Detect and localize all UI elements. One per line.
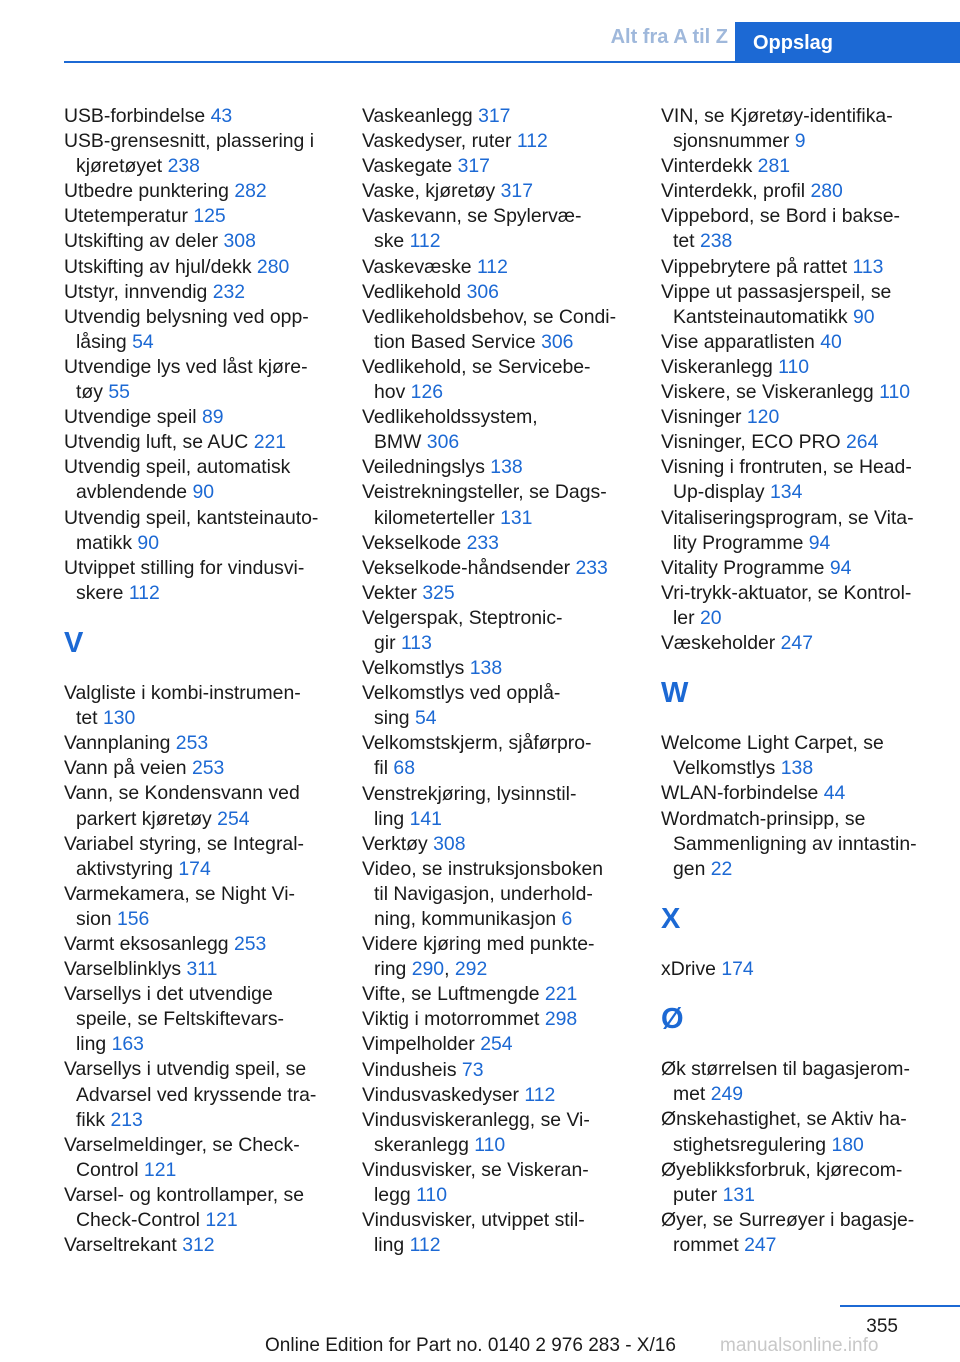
- page-link[interactable]: 110: [474, 1133, 506, 1156]
- index-entry-term: Vaske, kjøretøy: [362, 180, 501, 203]
- index-entry-term: Vedlikeholdsbehov, se Condi- tion Based Service: [362, 305, 617, 353]
- page-link[interactable]: 311: [186, 958, 218, 981]
- index-entry-term: Vindusheis: [362, 1058, 462, 1081]
- page-link[interactable]: 280: [810, 180, 843, 203]
- index-entry: [362, 480, 634, 530]
- page-link[interactable]: 112: [128, 581, 160, 604]
- page-link[interactable]: 121: [205, 1209, 238, 1232]
- header-section-title: Alt fra A til Z: [610, 26, 728, 48]
- index-entry-term: Visninger: [661, 406, 747, 429]
- page-link[interactable]: 126: [410, 381, 444, 404]
- index-entry: [661, 1107, 933, 1157]
- index-entry-term: Visninger, ECO PRO: [661, 431, 847, 454]
- index-entry: [362, 1108, 634, 1158]
- index-entry-term: Variabel styring, se Integral- aktivstyring: [64, 832, 304, 880]
- page-link[interactable]: 238: [699, 230, 733, 253]
- index-entry: [64, 1057, 336, 1132]
- index-entry: [362, 1208, 634, 1258]
- page-link[interactable]: 134: [770, 481, 803, 504]
- index-entry-term: Vindusvisker, se Viskeran- legg: [362, 1158, 589, 1207]
- index-entry-term: USB-forbindelse: [64, 105, 211, 127]
- index-entry: [661, 731, 933, 781]
- page-link[interactable]: 174: [178, 857, 211, 880]
- index-entry: [64, 982, 336, 1057]
- page-link[interactable]: 110: [879, 381, 911, 404]
- index-entry: [362, 305, 634, 355]
- index-entry-term: WLAN-forbindelse: [661, 782, 824, 805]
- index-entry: [362, 932, 634, 982]
- index-entry: [362, 1158, 634, 1208]
- page-link[interactable]: 325: [422, 581, 455, 604]
- page-link[interactable]: 317: [457, 155, 490, 178]
- index-entry: [661, 506, 933, 556]
- index-entry: [362, 104, 634, 129]
- index-entry-term: Varmekamera, se Night Vi- sion: [64, 882, 295, 930]
- index-entry-term: USB-grensesnitt, plassering i kjøretøyet: [64, 130, 315, 178]
- page-link[interactable]: 308: [433, 832, 466, 855]
- page-link[interactable]: 233: [575, 556, 608, 579]
- index-entry-term: Utvendige lys ved låst kjøre- tøy: [64, 355, 308, 404]
- page-link[interactable]: 238: [167, 155, 200, 178]
- index-entry: [661, 807, 933, 882]
- index-entry: [64, 104, 336, 129]
- index-entry: [661, 1158, 933, 1208]
- page-number: 355: [866, 1316, 898, 1337]
- page-link[interactable]: 138: [490, 456, 523, 479]
- index-entry: [362, 255, 634, 280]
- index-entry-term: Varselblinklys: [64, 958, 187, 981]
- index-entry: [362, 606, 634, 656]
- index-entry: [64, 1183, 336, 1233]
- page-link[interactable]: 68: [393, 757, 415, 780]
- index-entry-term: Welcome Light Carpet, se Velkomstlys: [661, 732, 884, 780]
- index-entry: [64, 355, 336, 405]
- index-entry-term: Utvendig speil, automatisk avblendende: [64, 456, 291, 504]
- index-entry-term: Varsellys i det utvendige speile, se Feltskiftevars- ling: [64, 983, 284, 1056]
- index-column-1: [64, 104, 336, 1258]
- index-entry-term: Video, se instruksjonsboken til Navigasjon, underhold- ning, kommunikasjon: [362, 857, 604, 930]
- index-entry: [661, 581, 933, 631]
- index-entry: [362, 154, 634, 179]
- index-entry: [64, 1133, 336, 1183]
- index-entry-term: Utetemperatur: [64, 205, 194, 228]
- index-entry-term: Velkomstlys: [362, 657, 470, 680]
- index-entry: [661, 154, 933, 179]
- index-entry: [64, 932, 336, 957]
- page-link[interactable]: 110: [416, 1184, 447, 1207]
- page-link[interactable]: 20: [699, 606, 722, 629]
- index-entry-term: Vippe ut passasjerspeil, se Kantsteinautomatikk: [661, 280, 892, 328]
- page-link[interactable]: 40: [820, 330, 842, 353]
- page-link[interactable]: 306: [426, 431, 460, 454]
- page-link[interactable]: 306: [541, 330, 574, 353]
- index-entry: [64, 556, 336, 606]
- index-entry: [64, 129, 336, 179]
- index-entry: [362, 280, 634, 305]
- index-entry-term: Vindusviskeranlegg, se Vi- skeranlegg: [362, 1108, 590, 1156]
- index-entry-term: Vindusvisker, utvippet stil- ling: [362, 1209, 585, 1257]
- page-link[interactable]: 232: [212, 280, 246, 303]
- page-link[interactable]: 264: [846, 431, 879, 454]
- index-entry: [64, 882, 336, 932]
- index-letter-heading: Ø: [661, 1003, 684, 1036]
- index-entry-term: Vedlikeholdssystem, BMW: [362, 406, 538, 454]
- page-link[interactable]: 254: [480, 1033, 513, 1056]
- index-entry: [64, 681, 336, 731]
- index-entry-term: Vekselkode: [362, 531, 467, 554]
- page-link[interactable]: 110: [778, 355, 810, 378]
- index-column-3: [661, 104, 933, 1258]
- page-link[interactable]: 253: [175, 732, 209, 755]
- index-entry: [362, 656, 634, 681]
- index-entry-term: Utvendig belysning ved opp- låsing: [64, 305, 309, 353]
- page-link[interactable]: 73: [461, 1058, 484, 1081]
- index-entry: [64, 506, 336, 556]
- index-entry: [661, 631, 933, 656]
- index-entry: [661, 1057, 933, 1107]
- index-entry-term: Vippebrytere på rattet: [661, 255, 853, 278]
- watermark: manualsonline.info: [720, 1335, 879, 1356]
- index-entry: [661, 355, 933, 380]
- index-entry-term: Videre kjøring med punkte- ring: [362, 933, 595, 981]
- index-entry-term: xDrive: [661, 958, 722, 980]
- page-link[interactable]: 54: [132, 330, 154, 353]
- page-link[interactable]: 141: [409, 807, 442, 830]
- index-entry: [64, 957, 336, 982]
- index-entry-term: Vri-trykk-aktuator, se Kontrol- ler: [661, 581, 912, 629]
- index-entry: [362, 1058, 634, 1083]
- index-entry-term: Wordmatch-prinsipp, se Sammenligning av inntastin- gen: [661, 807, 917, 880]
- index-entry-term: Øyeblikksforbruk, kjørecom- puter: [661, 1158, 903, 1206]
- index-entry-term: Ønskehastighet, se Aktiv ha- stighetsregulering: [661, 1108, 907, 1156]
- page-link[interactable]: 156: [116, 907, 150, 930]
- index-entry: [64, 430, 336, 455]
- page-link[interactable]: 113: [400, 631, 432, 654]
- index-entry: [362, 455, 634, 480]
- page-link[interactable]: 131: [722, 1183, 755, 1206]
- index-entry-term: Vitaliseringsprogram, se Vita- lity Programme: [661, 506, 914, 554]
- index-letter-heading: V: [64, 626, 84, 659]
- index-entry: [661, 556, 933, 581]
- index-entry: [362, 681, 634, 731]
- index-entry-term: Viskere, se Viskeranlegg: [661, 381, 880, 404]
- page-link[interactable]: 120: [746, 406, 780, 429]
- index-entry-term: Utstyr, innvendig: [64, 280, 213, 303]
- page-separator: ,: [444, 958, 455, 981]
- index-entry-term: Utvippet stilling for vindusvi- skere: [64, 556, 305, 604]
- page-link[interactable]: 221: [253, 431, 287, 454]
- page-link[interactable]: 221: [544, 983, 578, 1006]
- page-link[interactable]: 290: [411, 958, 445, 981]
- index-entry: [362, 857, 634, 932]
- index-entry-term: Vinterdekk: [661, 155, 758, 178]
- page-link[interactable]: 249: [710, 1083, 744, 1106]
- index-entry: [64, 255, 336, 280]
- page-link[interactable]: 9: [794, 130, 806, 153]
- page-link[interactable]: 44: [823, 782, 846, 805]
- page-link[interactable]: 308: [223, 230, 256, 253]
- page-link[interactable]: 112: [409, 230, 441, 253]
- index-entry-term: Vinterdekk, profil: [661, 180, 811, 203]
- edition-note: Online Edition for Part no. 0140 2 976 283 - X/16: [265, 1335, 676, 1356]
- index-entry: [362, 405, 634, 455]
- page-link[interactable]: 54: [414, 707, 437, 730]
- page-link[interactable]: 89: [201, 406, 224, 429]
- page-link[interactable]: 112: [516, 130, 548, 153]
- index-entry: [64, 280, 336, 305]
- index-entry: [661, 179, 933, 204]
- index-entry: [661, 255, 933, 280]
- index-entry-term: Vann, se Kondensvann ved parkert kjøretøy: [64, 782, 300, 830]
- index-entry: [64, 305, 336, 355]
- index-entry: [362, 731, 634, 781]
- index-entry-term: Vimpelholder: [362, 1033, 481, 1056]
- index-entry: [661, 405, 933, 430]
- index-entry-term: Utvendig luft, se AUC: [64, 431, 254, 454]
- index-entry: [661, 330, 933, 355]
- index-entry-term: Utvendige speil: [64, 406, 202, 429]
- index-entry-term: Varsellys i utvendig speil, se Advarsel ved kryssende tra- fikk: [64, 1058, 317, 1131]
- index-entry-term: Veistrekningsteller, se Dags- kilometerteller: [362, 481, 607, 529]
- index-entry: [661, 781, 933, 806]
- index-entry-term: Vitality Programme: [661, 556, 830, 579]
- page-link[interactable]: 292: [454, 958, 488, 981]
- index-entry-term: Væskeholder: [661, 631, 781, 654]
- index-entry-term: Vekselkode-håndsender: [362, 556, 576, 579]
- index-entry-term: Vise apparatlisten: [661, 330, 821, 353]
- index-entry: [64, 1233, 336, 1258]
- index-entry: [64, 832, 336, 882]
- page-link[interactable]: 90: [853, 305, 875, 328]
- page-link[interactable]: 125: [193, 205, 226, 228]
- page-link[interactable]: 180: [831, 1133, 864, 1156]
- index-entry-term: Vannplaning: [64, 732, 176, 755]
- index-entry-term: Vaskedyser, ruter: [362, 130, 517, 153]
- index-entry: [64, 455, 336, 505]
- index-entry-term: Vedlikehold, se Servicebe- hov: [362, 355, 591, 404]
- index-entry-term: Vindusvaskedyser: [362, 1083, 525, 1106]
- page-link[interactable]: 247: [744, 1233, 777, 1256]
- index-entry-term: Utskifting av hjul/dekk: [64, 255, 257, 278]
- index-entry: [362, 204, 634, 254]
- index-entry-term: Visning i frontruten, se Head- Up-display: [661, 456, 912, 504]
- page-link[interactable]: 213: [110, 1108, 143, 1131]
- page-link[interactable]: 298: [544, 1008, 578, 1031]
- index-entry-term: Varselmeldinger, se Check- Control: [64, 1133, 300, 1181]
- index-entry-term: Varmt eksosanlegg: [64, 933, 234, 955]
- index-entry-term: Vaskevæske: [362, 255, 477, 278]
- index-entry: [362, 129, 634, 154]
- index-entry: [362, 782, 634, 832]
- index-entry-term: VIN, se Kjøretøy-identifika- sjonsnummer: [661, 105, 893, 153]
- header-tab[interactable]: Oppslag: [735, 22, 960, 63]
- index-entry: [64, 731, 336, 756]
- index-entry-term: Vaskevann, se Spylervæ- ske: [362, 205, 582, 253]
- page-link[interactable]: 138: [469, 657, 503, 680]
- index-entry-term: Utvendig speil, kantsteinauto- matikk: [64, 506, 319, 554]
- index-entry: [64, 405, 336, 430]
- page-link[interactable]: 174: [721, 958, 754, 980]
- index-entry-term: Vedlikehold: [362, 280, 467, 303]
- page-link[interactable]: 312: [182, 1234, 215, 1257]
- index-entry-term: Velkomstskjerm, sjåførpro- fil: [362, 732, 592, 780]
- page-link[interactable]: 317: [478, 105, 511, 127]
- index-letter-heading: W: [661, 677, 689, 710]
- page-link[interactable]: 254: [217, 807, 250, 830]
- index-entry-term: Viktig i motorrommet: [362, 1008, 545, 1031]
- index-entry: [661, 430, 933, 455]
- index-entry: [64, 179, 336, 204]
- index-letter-heading: X: [661, 902, 681, 935]
- page-link[interactable]: 253: [191, 757, 225, 780]
- index-entry: [64, 229, 336, 254]
- index-entry-term: Velgerspak, Steptronic- gir: [362, 606, 563, 654]
- page-link[interactable]: 163: [111, 1033, 144, 1056]
- index-entry: [362, 556, 634, 581]
- index-entry-term: Varsel- og kontrollamper, se Check-Control: [64, 1183, 304, 1232]
- index-entry-term: Verktøy: [362, 832, 434, 855]
- index-entry: [64, 756, 336, 781]
- index-entry-term: Veiledningslys: [362, 456, 491, 479]
- index-entry-term: Utbedre punktering: [64, 180, 235, 203]
- index-entry-term: Vaskegate: [362, 155, 458, 178]
- index-entry-term: Øyer, se Surreøyer i bagasje- rommet: [661, 1208, 915, 1256]
- index-entry-term: Venstrekjøring, lysinnstil- ling: [362, 782, 577, 830]
- page-link[interactable]: 306: [466, 280, 499, 303]
- page-link[interactable]: 138: [780, 757, 814, 780]
- index-entry-term: Utskifting av deler: [64, 230, 224, 253]
- index-entry: [362, 179, 634, 204]
- index-entry: [362, 1007, 634, 1032]
- index-entry: [661, 1208, 933, 1258]
- index-entry: [362, 581, 634, 606]
- index-column-2: [362, 104, 634, 1258]
- page-link[interactable]: 281: [757, 155, 791, 178]
- page-link[interactable]: 280: [256, 255, 290, 278]
- index-entry: [362, 832, 634, 857]
- page-link[interactable]: 233: [466, 531, 499, 554]
- index-entry-term: Vaskeanlegg: [362, 105, 479, 127]
- page-link[interactable]: 253: [233, 933, 267, 955]
- footer-rule: [840, 1305, 960, 1307]
- index-entry-term: Valgliste i kombi-instrumen- tet: [64, 682, 301, 730]
- page-link[interactable]: 282: [234, 180, 267, 203]
- page-link[interactable]: 112: [524, 1083, 556, 1106]
- index-entry: [661, 380, 933, 405]
- page-link[interactable]: 113: [852, 255, 884, 278]
- index-entry: [661, 957, 933, 982]
- index-entry: [64, 781, 336, 831]
- index-entry-term: Varseltrekant: [64, 1234, 183, 1257]
- index-entry: [362, 1032, 634, 1057]
- index-entry: [661, 204, 933, 254]
- index-entry-term: Vippebord, se Bord i bakse- tet: [661, 205, 900, 253]
- page-link[interactable]: 90: [137, 531, 159, 554]
- page-link[interactable]: 6: [561, 908, 573, 930]
- page-link[interactable]: 55: [108, 381, 130, 404]
- page-link[interactable]: 121: [143, 1158, 177, 1181]
- index-entry-term: Vifte, se Luftmengde: [362, 983, 545, 1006]
- index-entry: [362, 982, 634, 1007]
- index-entry: [362, 531, 634, 556]
- index-entry: [362, 355, 634, 405]
- page-link[interactable]: 22: [710, 857, 733, 880]
- index-entry: [661, 104, 933, 154]
- page-link[interactable]: 112: [409, 1234, 441, 1257]
- page-link[interactable]: 112: [476, 255, 508, 278]
- page-link[interactable]: 94: [808, 531, 831, 554]
- page-link[interactable]: 94: [829, 556, 852, 579]
- page-link[interactable]: 131: [500, 506, 533, 529]
- index-entry-term: Øk størrelsen til bagasjerom- met: [661, 1058, 910, 1106]
- index-entry-term: Viskeranlegg: [661, 355, 779, 378]
- page-link[interactable]: 317: [500, 180, 533, 203]
- index-entry: [661, 455, 933, 505]
- index-entry-term: Vekter: [362, 581, 423, 604]
- index-entry: [362, 1083, 634, 1108]
- index-entry-term: Velkomstlys ved opplå- sing: [362, 682, 561, 730]
- index-entry-term: Vann på veien: [64, 757, 192, 780]
- index-entry: [661, 280, 933, 330]
- page-link[interactable]: 247: [780, 631, 813, 654]
- page-link[interactable]: 43: [210, 105, 233, 127]
- page-link[interactable]: 130: [102, 707, 136, 730]
- page-link[interactable]: 90: [192, 481, 215, 504]
- index-entry: [64, 204, 336, 229]
